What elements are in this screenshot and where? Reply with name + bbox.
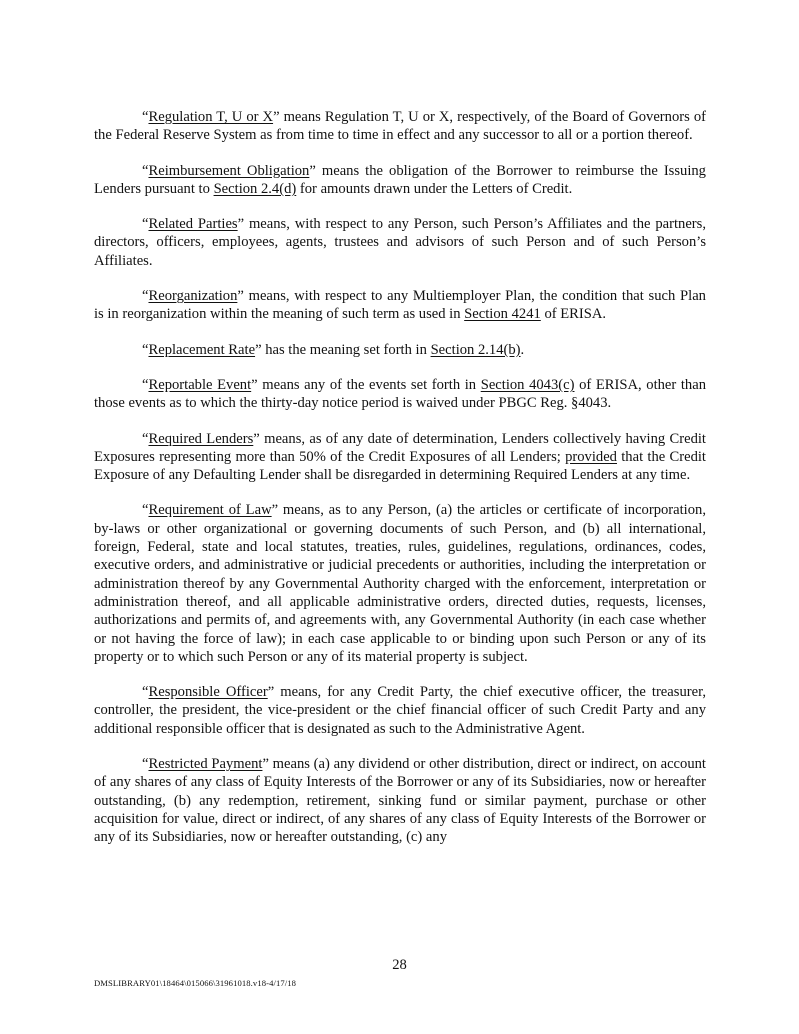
definition-paragraph: “Regulation T, U or X” means Regulation T, U or X, respectively, of the Board of Governors of the Federal Reserve System as from time to time in effect and any successor to all or a portion thereof.	[94, 109, 706, 144]
defined-term: Restricted Payment	[148, 756, 263, 773]
definition-text: means, with respect to any Multiemployer Plan, the condition that such Plan is in reorganization within the meaning of such term as used in	[94, 288, 706, 323]
definition-text: of ERISA.	[540, 306, 607, 323]
defined-term: Required Lenders	[148, 430, 254, 447]
definition-text: means, with respect to any Person, such Person’s Affiliates and the partners, directors, officers, employees, agents, trustees and advisors of such Person and of such Person’s Affiliates.	[94, 216, 706, 269]
definition-paragraph: “Responsible Officer” means, for any Credit Party, the chief executive officer, the treasurer, controller, the president, the vice-president or the chief financial officer of such Credit Party and any additional responsible officer that is designated as such to the Administrative Agent.	[94, 684, 706, 737]
definition-text: means (a) any dividend or other distribution, direct or indirect, on account of any shares of any class of Equity Interests of the Borrower or any of its Subsidiaries, now or hereafter outstanding, (b) any redemption, retirement, sinking fund or similar payment, purchase or other acquisition for value, direct or indirect, of any shares of any class of Equity Interests of the Borrower or any of its Subsidiaries, now or hereafter outstanding, (c) any	[94, 756, 706, 846]
definition-text: means Regulation T, U or X, respectively, of the Board of Governors of the Federal Reserve System as from time to time in effect and any successor to all or a portion thereof.	[94, 109, 706, 144]
defined-term: Responsible Officer	[148, 684, 268, 701]
defined-term: Regulation T, U or X	[148, 109, 274, 125]
definition-text: means, as of any date of determination, Lenders collectively having Credit Exposures representing more than 50% of the Credit Exposures of all Lenders;	[94, 430, 706, 465]
cross-reference: Section 2.4(d)	[213, 180, 297, 197]
document-footer-id: DMSLIBRARY01\18464\015066\31961018.v18-4/17/18	[94, 978, 297, 988]
definition-paragraph: “Reimbursement Obligation” means the obligation of the Borrower to reimburse the Issuing Lenders pursuant to Section 2.4(d) for amounts drawn under the Letters of Credit.	[94, 162, 706, 197]
defined-term: Reportable Event	[148, 376, 252, 393]
definition-text: of ERISA, other than those events as to which the thirty-day notice period is waived under PBGC Reg. §4043.	[94, 376, 707, 412]
cross-reference: provided	[565, 448, 617, 465]
definition-text: means any of the events set forth in	[262, 376, 481, 393]
definition-text: means, for any Credit Party, the chief executive officer, the treasurer, controller, the president, the vice-president or the chief financial officer of such Credit Party and any additional responsible officer that is designated as such to the Administrative Agent.	[94, 684, 706, 737]
definition-text: means the obligation of the Borrower to reimburse the Issuing Lenders pursuant to	[94, 162, 706, 197]
definition-paragraph: “Restricted Payment” means (a) any dividend or other distribution, direct or indirect, on account of any shares of any class of Equity Interests of the Borrower or any of its Subsidiaries, now or hereafter outstanding, (b) any redemption, retirement, sinking fund or similar payment, purchase or other acquisition for value, direct or indirect, of any shares of any class of Equity Interests of the Borrower or any of its Subsidiaries, now or hereafter outstanding, (c) any	[94, 756, 706, 846]
definition-paragraph: “Reorganization” means, with respect to any Multiemployer Plan, the condition that such Plan is in reorganization within the meaning of such term as used in Section 4241 of ERISA.	[94, 288, 706, 323]
defined-term: Reimbursement Obligation	[148, 162, 310, 179]
cross-reference: Section 4043(c)	[480, 376, 575, 393]
defined-term: Reorganization	[148, 288, 238, 305]
definition-text: has the meaning set forth in	[265, 341, 431, 358]
defined-term: Replacement Rate	[148, 341, 256, 358]
definition-paragraph: “Reportable Event” means any of the events set forth in Section 4043(c) of ERISA, other than those events as to which the thirty-day notice period is waived under PBGC Reg. §4043.	[94, 376, 707, 412]
definition-text: .	[520, 341, 525, 358]
cross-reference: Section 4241	[464, 306, 541, 323]
definition-text: that the Credit Exposure of any Defaulting Lender shall be disregarded in determining Required Lenders at any time.	[94, 448, 706, 484]
page-number: 28	[392, 957, 407, 973]
definition-paragraph: “Requirement of Law” means, as to any Person, (a) the articles or certificate of incorporation, by-laws or other organizational or governing documents of such Person, and (b) all international, foreign, Federal, state and local statutes, treaties, rules, guidelines, regulations, ordinances, codes, executive orders, and administrative or judicial precedents or authorities, including the interpretation or administration thereof by any Governmental Authority charged with the enforcement, interpretation or administration thereof, and all applicable administrative orders, directed duties, requests, licenses, authorizations and permits of, and agreements with, any Governmental Authority (in each case whether or not having the force of law); in each case applicable to or binding upon such Person or any of its property or to which such Person or any of its material property is subject.	[94, 502, 706, 665]
definition-text: for amounts drawn under the Letters of Credit.	[296, 180, 573, 197]
definition-paragraph: “Related Parties” means, with respect to any Person, such Person’s Affiliates and the partners, directors, officers, employees, agents, trustees and advisors of such Person and of such Person’s Affiliates.	[94, 216, 706, 269]
cross-reference: Section 2.14(b)	[430, 341, 521, 358]
defined-term: Related Parties	[148, 216, 238, 233]
document-body	[94, 108, 706, 864]
definition-paragraph: “Required Lenders” means, as of any date of determination, Lenders collectively having Credit Exposures representing more than 50% of the Credit Exposures of all Lenders; provided that the Credit Exposure of any Defaulting Lender shall be disregarded in determining Required Lenders at any time.	[94, 430, 706, 484]
definition-paragraph: “Replacement Rate” has the meaning set forth in Section 2.14(b).	[142, 341, 525, 358]
defined-term: Requirement of Law	[148, 502, 272, 519]
definition-text: means, as to any Person, (a) the articles or certificate of incorporation, by-laws or other organizational or governing documents of such Person, and (b) all international, foreign, Federal, state and local statutes, treaties, rules, guidelines, regulations, ordinances, codes, executive orders, and administrative or judicial precedents or authorities, including the interpretation or administration thereof by any Governmental Authority charged with the enforcement, interpretation or administration thereof, and all applicable administrative orders, directed duties, requests, licenses, authorizations and permits of, and agreements with, any Governmental Authority (in each case whether or not having the force of law); in each case applicable to or binding upon such Person or any of its property or to which such Person or any of its material property is subject.	[94, 502, 706, 665]
